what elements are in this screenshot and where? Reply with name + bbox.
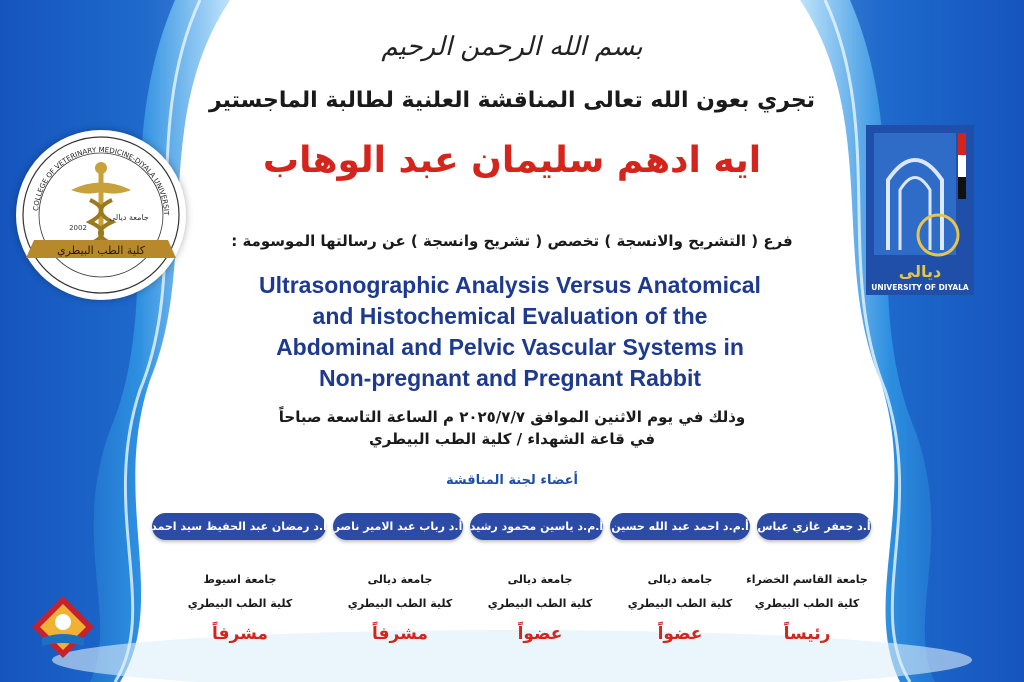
student-name: ايه ادهم سليمان عبد الوهاب [262,140,762,181]
university-crest-icon [866,125,974,295]
member-affiliation [325,568,475,616]
committee-heading: أعضاء لجنة المناقشة [445,473,579,488]
member-affiliation [605,568,755,616]
member-college: كلية الطب البيطري [754,597,860,610]
schedule-venue: في قاعة الشهداء / كلية الطب البيطري [368,430,656,448]
member-role: عضواً [517,624,563,644]
member-name-pill: أ.م.د احمد عبد الله حسين [610,513,750,540]
member-role: مشرفاً [372,624,428,644]
university-logo [866,125,974,295]
member-college: كلية الطب البيطري [627,597,733,610]
member-college: كلية الطب البيطري [487,597,593,610]
member-role: عضواً [657,624,703,644]
member-university: جامعة ديالى [367,573,433,586]
schedule-date: وذلك في يوم الاثنين الموافق ٢٠٢٥/٧/٧ م الساعة التاسعة صباحاً [278,408,746,426]
banner-text: كلية الطب البيطري [56,244,146,257]
member-affiliation [465,568,615,616]
schedule [0,406,1024,450]
book-emblem-icon [28,592,98,662]
college-logo [16,130,186,300]
logo-caption: UNIVERSITY OF DIYALA [871,283,969,292]
member-university: جامعة ديالى [647,573,713,586]
member-name-pill: أ.د جعفر غازي عباس [757,513,871,540]
emblem-logo [28,592,98,662]
thesis-title-line: Abdominal and Pelvic Vascular Systems in [276,334,744,360]
member-university: جامعة القاسم الخضراء [746,573,868,586]
thesis-title-line: and Histochemical Evaluation of the [312,303,708,329]
member-role: رئيساً [783,624,831,644]
intro-text: تجري بعون الله تعالى المناقشة العلنية لطالبة الماجستير [208,88,816,113]
ring-text: COLLEGE OF VETERINARY MEDICINE-DIYALA UNIVERSIT [32,145,171,216]
member-university: جامعة اسيوط [203,573,277,586]
member-name-pill: أ.م.د ياسين محمود رشيد [470,513,603,540]
caduceus-icon [16,130,186,300]
arabic-wordmark: ديالى [898,262,942,281]
member-college: كلية الطب البيطري [347,597,453,610]
basmala: بسم الله الرحمن الرحيم [381,32,643,62]
uni-text: جامعة ديالى [109,213,149,222]
member-college: كلية الطب البيطري [187,597,293,610]
branch-line: فرع ( التشريح والانسجة ) تخصص ( تشريح وانسجة ) عن رسالتها الموسومة : [231,232,793,250]
member-name-pill: أ.د رباب عبد الامير ناصر [333,513,463,540]
year-text: 2002 [69,224,87,232]
thesis-title-line: Ultrasonographic Analysis Versus Anatomical [259,272,761,298]
member-university: جامعة ديالى [507,573,573,586]
member-affiliation [165,568,315,616]
member-role: مشرفاً [212,624,268,644]
member-name-pill: أ.د رمضان عبد الحفيظ سيد احمد [152,513,326,540]
thesis-title [200,270,820,394]
thesis-title-line: Non-pregnant and Pregnant Rabbit [318,365,702,391]
